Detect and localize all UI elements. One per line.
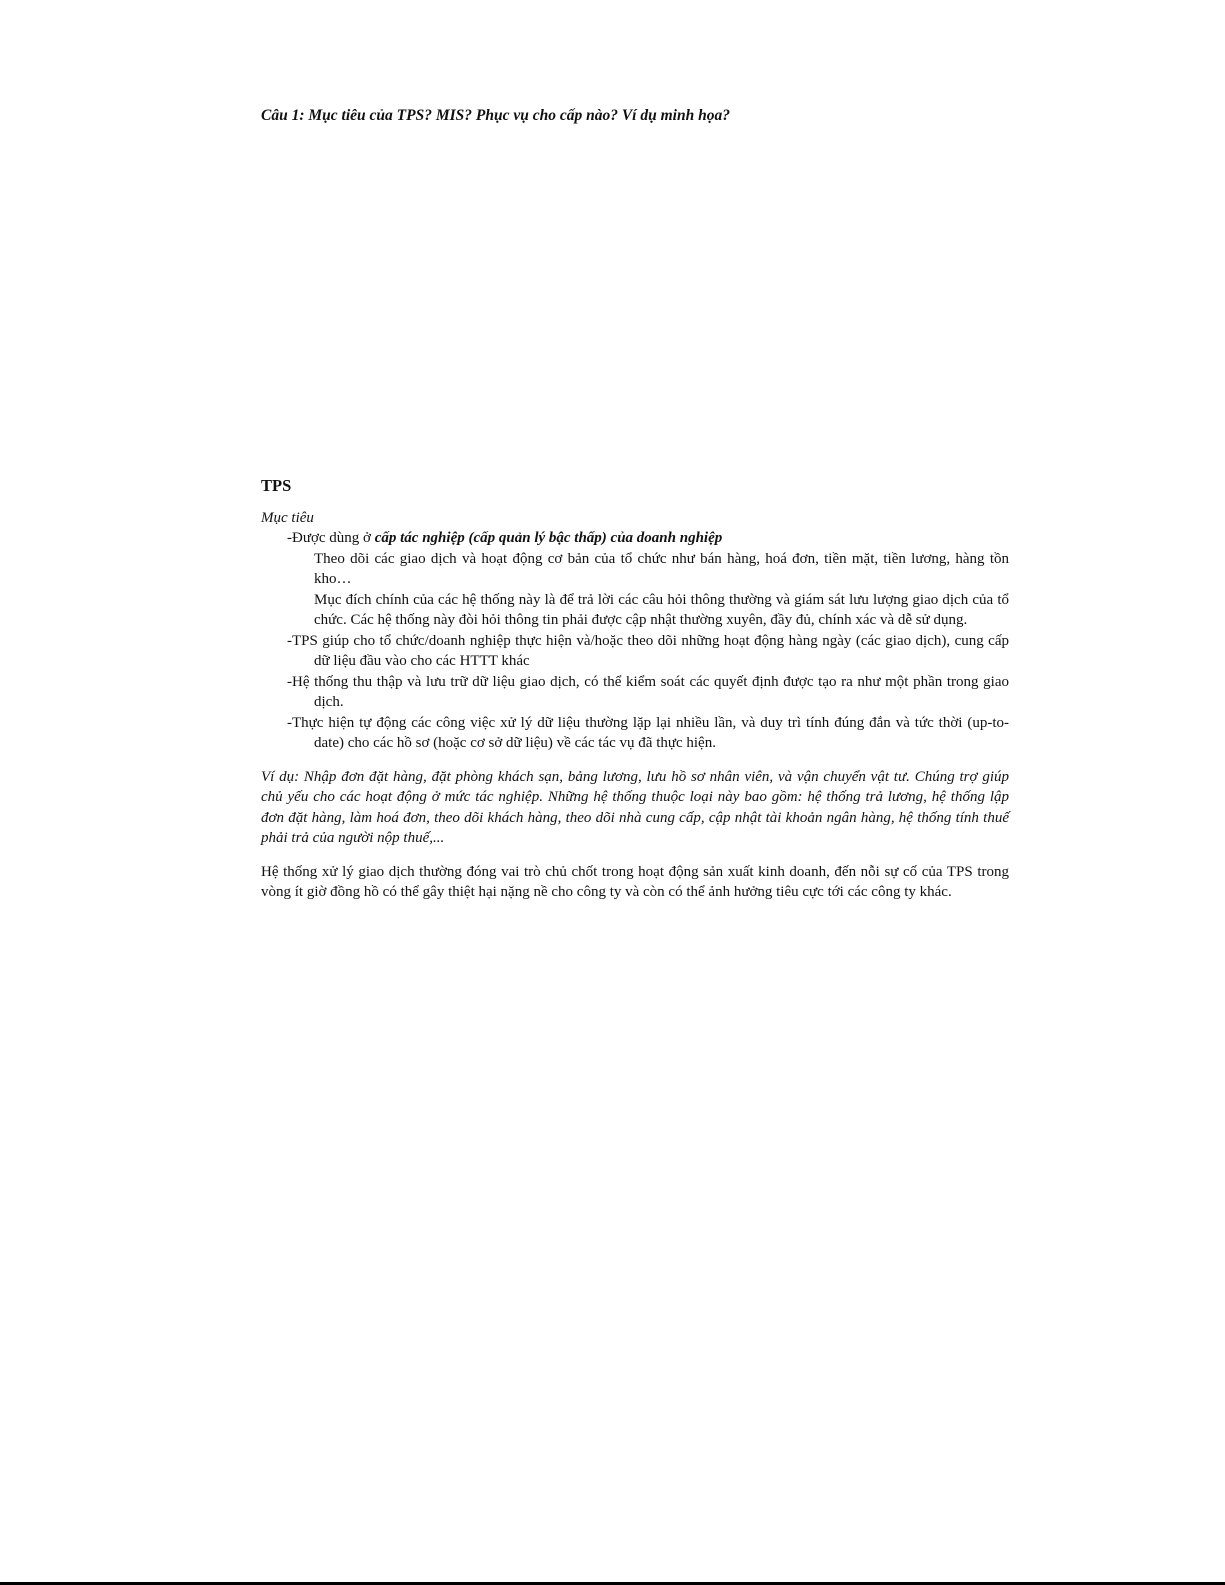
- example-paragraph: Ví dụ: Nhập đơn đặt hàng, đặt phòng khách sạn, bảng lương, lưu hồ sơ nhân viên, và vận chuyển vật tư. Chúng trợ giúp chủ yếu cho các hoạt động ở mức tác nghiệp. Những hệ thống thuộc loại này bao gồm: hệ thống trả lương, hệ thống lập đơn đặt hàng, làm hoá đơn, theo dõi khách hàng, theo dõi nhà cung cấp, cập nhật tài khoản ngân hàng, hệ thống tính thuế phải trả của người nộp thuế,...: [261, 768, 1009, 846]
- bullet-item: [287, 528, 1009, 549]
- paragraph: Theo dõi các giao dịch và hoạt động cơ bản của tổ chức như bán hàng, hoá đơn, tiền mặt, tiền lương, hàng tồn kho…: [314, 550, 1009, 587]
- subheading: Mục tiêu: [261, 509, 314, 526]
- bullet-emphasis: cấp tác nghiệp (cấp quản lý bậc thấp) của doanh nghiệp: [374, 530, 723, 546]
- document-body: [261, 476, 1009, 903]
- question-heading: Câu 1: Mục tiêu của TPS? MIS? Phục vụ cho cấp nào? Ví dụ minh họa?: [261, 107, 730, 124]
- paragraph: Mục đích chính của các hệ thống này là để trả lời các câu hỏi thông thường và giám sát lưu lượng giao dịch của tổ chức. Các hệ thống này đòi hỏi thông tin phải được cập nhật thường xuyên, đầy đủ, chính xác và dễ sử dụng.: [314, 591, 1009, 628]
- closing-paragraph: Hệ thống xử lý giao dịch thường đóng vai trò chủ chốt trong hoạt động sản xuất kinh doanh, đến nỗi sự cố của TPS trong vòng ít giờ đồng hồ có thể gây thiệt hại nặng nề cho công ty và còn có thể ảnh hưởng tiêu cực tới các công ty khác.: [261, 863, 1009, 900]
- bullet-item: -Thực hiện tự động các công việc xử lý dữ liệu thường lặp lại nhiều lần, và duy trì tính đúng đắn và tức thời (up-to-date) cho các hồ sơ (hoặc cơ sở dữ liệu) về các tác vụ đã thực hiện.: [287, 714, 1009, 751]
- section-title: TPS: [261, 476, 292, 495]
- bullet-prefix: -Được dùng ở: [287, 530, 375, 546]
- bullet-item: -TPS giúp cho tổ chức/doanh nghiệp thực hiện và/hoặc theo dõi những hoạt động hàng ngày (các giao dịch), cung cấp dữ liệu đầu vào cho các HTTT khác: [287, 632, 1009, 669]
- bullet-item: -Hệ thống thu thập và lưu trữ dữ liệu giao dịch, có thể kiểm soát các quyết định được tạo ra như một phần trong giao dịch.: [287, 673, 1009, 710]
